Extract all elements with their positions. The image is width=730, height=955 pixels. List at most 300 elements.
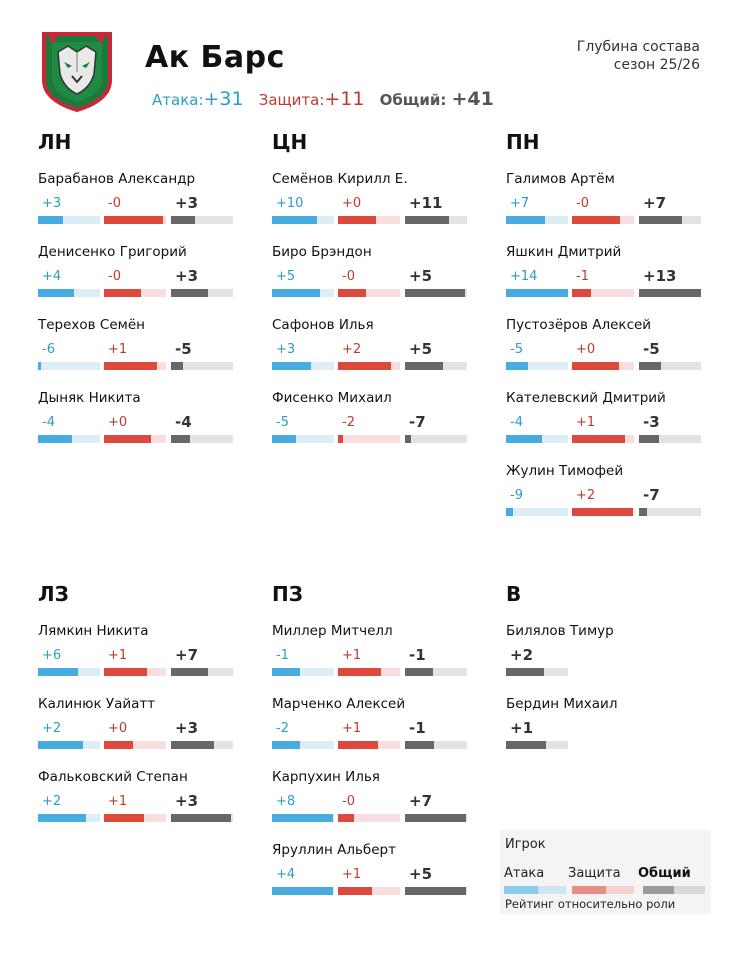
rating-atk-fill [38,435,72,443]
rating-tot-fill [405,887,466,895]
position-title: ЦН [272,130,308,154]
player-rating-bars [272,887,472,895]
rating-atk-fill [38,741,83,749]
rating-def-value: -1 [576,269,589,284]
rating-atk-value: -1 [276,648,289,663]
legend-defense-bar [572,886,634,894]
rating-tot-fill [506,741,546,749]
player-ratings [272,794,472,812]
rating-def-fill [572,435,625,443]
rating-atk-bar [38,741,100,749]
rating-atk-bar [38,668,100,676]
rating-tot-fill [405,435,411,443]
rating-def-fill [572,216,620,224]
rating-atk-bar [272,814,334,822]
rating-atk-fill [272,362,311,370]
position-c [272,130,472,462]
rating-atk-value: -4 [510,415,523,430]
rating-tot-value: -1 [409,646,426,664]
player-ratings [272,721,472,739]
legend-note: Рейтинг относительно роли [505,897,676,911]
legend-attack-label: Атака [504,866,545,881]
rating-tot-bar [639,508,701,516]
rating-tot-bar [171,814,233,822]
rating-tot-fill [405,741,434,749]
rating-tot-fill [405,289,465,297]
rating-def-fill [104,668,147,676]
rating-atk-fill [38,362,41,370]
rating-tot-fill [639,435,659,443]
player-ratings [506,488,706,506]
rating-tot-fill [639,508,647,516]
rating-atk-fill [38,668,78,676]
player-card [506,462,706,535]
rating-tot-bar [405,216,467,224]
player-name: Пустозёров Алексей [506,317,652,333]
rating-def-fill [338,887,372,895]
rating-def-bar [572,289,634,297]
rating-tot-bar [405,668,467,676]
rating-def-fill [104,435,151,443]
player-card [38,389,238,462]
player-rating-bars [506,216,706,224]
rating-tot-bar [506,741,568,749]
rating-def-fill [572,362,619,370]
player-ratings [272,269,472,287]
rating-def-bar [572,435,634,443]
rating-atk-fill [38,814,86,822]
player-name: Лямкин Никита [38,623,149,639]
player-name: Галимов Артём [506,171,615,187]
team-logo [40,28,114,112]
rating-atk-value: -5 [276,415,289,430]
summary-attack-label: Атака: [152,91,204,109]
player-ratings [506,269,706,287]
rating-atk-value: -4 [42,415,55,430]
player-card [506,622,706,695]
player-card [272,316,472,389]
rating-tot-bar [639,435,701,443]
rating-def-fill [104,216,163,224]
rating-def-bar [104,216,166,224]
rating-tot-value: +3 [175,719,199,737]
rating-tot-bar [171,362,233,370]
rating-tot-fill [405,668,433,676]
rating-tot-fill [171,741,214,749]
player-ratings [38,342,238,360]
rating-def-bar [338,435,400,443]
player-ratings [506,196,706,214]
summary-defense-value: +11 [324,88,365,110]
rating-tot-bar [405,362,467,370]
rating-def-value: +0 [108,721,128,736]
player-rating-bars [38,289,238,297]
rating-tot-value: -1 [409,719,426,737]
rating-tot-fill [171,668,208,676]
rating-tot-value: -7 [643,486,660,504]
rating-tot-bar [171,216,233,224]
rating-atk-bar [272,741,334,749]
player-ratings [38,794,238,812]
rating-atk-fill [38,216,63,224]
rating-atk-fill [506,216,545,224]
position-ld [38,582,238,841]
rating-def-value: +1 [108,342,128,357]
rating-def-bar [338,814,400,822]
player-ratings [272,342,472,360]
player-rating-bars [38,362,238,370]
rating-def-value: +0 [342,196,362,211]
player-card [506,243,706,316]
rating-def-value: +0 [108,415,128,430]
position-rw [506,130,706,535]
rating-atk-value: +2 [42,721,62,736]
rating-tot-bar [405,289,467,297]
rating-tot-value: +3 [175,194,199,212]
rating-atk-bar [506,216,568,224]
rating-tot-value: -7 [409,413,426,431]
rating-def-value: -0 [108,269,121,284]
rating-tot-fill [171,814,231,822]
season-label: сезон 25/26 [613,57,700,73]
rating-def-fill [104,289,141,297]
rating-atk-value: +4 [42,269,62,284]
player-name: Дыняк Никита [38,390,141,406]
rating-tot-value: +13 [643,267,677,285]
rating-atk-fill [272,216,317,224]
rating-tot-value: -4 [175,413,192,431]
rating-tot-value: +5 [409,865,433,883]
player-rating-bars [506,741,706,749]
rating-atk-value: -2 [276,721,289,736]
player-rating-bars [38,216,238,224]
rating-atk-value: +3 [276,342,296,357]
rating-atk-value: -6 [42,342,55,357]
team-name: Ак Барс [145,40,285,75]
rating-atk-bar [272,887,334,895]
rating-atk-bar [38,362,100,370]
rating-def-bar [572,216,634,224]
team-summary [152,88,504,110]
rating-atk-bar [506,435,568,443]
rating-atk-bar [506,508,568,516]
rating-tot-value: +7 [409,792,433,810]
rating-tot-bar [405,741,467,749]
rating-atk-value: +10 [276,196,304,211]
player-card [272,841,472,914]
rating-atk-bar [272,362,334,370]
rating-tot-fill [639,362,661,370]
rating-def-bar [338,668,400,676]
player-rating-bars [272,814,472,822]
rating-def-value: +1 [342,721,362,736]
rating-atk-fill [506,435,542,443]
player-card [506,170,706,243]
rating-def-fill [338,435,343,443]
player-card [38,622,238,695]
rating-atk-bar [272,435,334,443]
rating-def-bar [338,362,400,370]
player-name: Карпухин Илья [272,769,380,785]
rating-atk-value: -5 [510,342,523,357]
summary-overall-label: Общий: [379,91,447,109]
rating-def-value: -0 [342,269,355,284]
rating-def-bar [338,887,400,895]
rating-def-value: +0 [576,342,596,357]
rating-atk-value: -9 [510,488,523,503]
rating-tot-value: +7 [643,194,667,212]
rating-def-value: -2 [342,415,355,430]
rating-def-fill [338,814,354,822]
player-ratings [38,196,238,214]
rating-def-bar [104,289,166,297]
rating-def-bar [572,508,634,516]
rating-tot-fill [405,216,449,224]
rating-tot-bar [639,216,701,224]
player-ratings [506,648,706,666]
rating-def-fill [572,289,591,297]
player-card [272,768,472,841]
rating-tot-bar [171,435,233,443]
rating-tot-value: -5 [175,340,192,358]
player-rating-bars [272,741,472,749]
player-rating-bars [506,668,706,676]
rating-tot-value: +5 [409,267,433,285]
player-rating-bars [272,289,472,297]
rating-tot-bar [171,668,233,676]
player-name: Кателевский Дмитрий [506,390,666,406]
position-title: ПЗ [272,582,303,606]
player-rating-bars [272,435,472,443]
rating-def-bar [104,362,166,370]
rating-tot-value: -5 [643,340,660,358]
rating-atk-bar [38,814,100,822]
player-name: Барабанов Александр [38,171,196,187]
rating-tot-value: +5 [409,340,433,358]
rating-atk-bar [272,289,334,297]
rating-def-bar [338,741,400,749]
legend-defense-label: Защита [568,866,621,881]
rating-atk-value: +3 [42,196,62,211]
rating-atk-fill [272,741,300,749]
player-name: Биро Брэндон [272,244,372,260]
player-card [38,768,238,841]
rating-tot-value: +11 [409,194,443,212]
player-name: Миллер Митчелл [272,623,393,639]
player-rating-bars [38,814,238,822]
rating-atk-fill [506,289,568,297]
rating-def-fill [338,741,378,749]
legend-attack-bar [504,886,566,894]
player-card [506,316,706,389]
player-name: Сафонов Илья [272,317,374,333]
position-rd [272,582,472,914]
rating-def-fill [338,216,376,224]
rating-def-value: +1 [342,867,362,882]
rating-def-value: +2 [342,342,362,357]
rating-tot-value: -3 [643,413,660,431]
rating-atk-fill [506,362,528,370]
rating-tot-bar [639,289,701,297]
player-card [272,622,472,695]
rating-atk-fill [272,668,300,676]
position-title: ЛН [38,130,72,154]
rating-def-fill [104,741,133,749]
player-card [38,170,238,243]
rating-def-bar [104,668,166,676]
player-rating-bars [38,741,238,749]
rating-tot-value: +2 [510,646,534,664]
rating-atk-value: +4 [276,867,296,882]
position-title: ЛЗ [38,582,69,606]
legend-player-label: Игрок [505,837,546,852]
rating-def-value: +1 [576,415,596,430]
rating-def-bar [572,362,634,370]
player-ratings [506,342,706,360]
player-rating-bars [272,668,472,676]
depth-chart-title [577,38,700,74]
rating-atk-fill [272,814,333,822]
player-ratings [272,867,472,885]
rating-tot-bar [405,814,467,822]
player-ratings [38,269,238,287]
player-name: Терехов Семён [38,317,145,333]
rating-atk-bar [272,668,334,676]
rating-atk-value: +8 [276,794,296,809]
rating-atk-value: +7 [510,196,530,211]
summary-defense-label: Защита: [258,91,325,109]
player-rating-bars [38,435,238,443]
player-name: Фисенко Михаил [272,390,392,406]
rating-tot-fill [639,289,701,297]
player-card [506,389,706,462]
player-name: Марченко Алексей [272,696,406,712]
rating-def-fill [338,362,391,370]
rating-atk-value: +5 [276,269,296,284]
player-ratings [272,415,472,433]
rating-def-bar [104,741,166,749]
player-card [272,695,472,768]
player-card [272,243,472,316]
player-name: Калинюк Уайатт [38,696,156,712]
rating-def-bar [338,216,400,224]
player-rating-bars [38,668,238,676]
rating-def-value: -0 [576,196,589,211]
position-title: ПН [506,130,540,154]
depth-title: Глубина состава [576,39,700,55]
rating-atk-bar [38,216,100,224]
rating-tot-fill [171,289,208,297]
player-ratings [38,721,238,739]
player-card [272,170,472,243]
rating-atk-value: +14 [510,269,538,284]
rating-def-fill [338,289,366,297]
position-lw [38,130,238,462]
rating-tot-fill [506,668,544,676]
rating-tot-bar [506,668,568,676]
rating-atk-bar [38,289,100,297]
player-rating-bars [506,435,706,443]
rating-tot-bar [171,741,233,749]
rating-atk-bar [272,216,334,224]
summary-overall-value: +41 [451,88,494,110]
player-rating-bars [272,216,472,224]
rating-tot-value: +1 [510,719,534,737]
rating-tot-value: +7 [175,646,199,664]
player-rating-bars [506,362,706,370]
player-card [506,695,706,768]
rating-def-fill [104,362,157,370]
rating-def-value: -0 [342,794,355,809]
player-ratings [506,415,706,433]
player-name: Билялов Тимур [506,623,614,639]
player-rating-bars [506,508,706,516]
rating-def-fill [104,814,144,822]
player-ratings [506,721,706,739]
rating-atk-bar [506,289,568,297]
rating-def-fill [338,668,381,676]
rating-atk-fill [272,289,320,297]
rating-atk-fill [506,508,513,516]
rating-tot-fill [171,216,195,224]
player-name: Яруллин Альберт [272,842,396,858]
position-title: В [506,582,522,606]
rating-atk-fill [272,887,333,895]
rating-def-bar [104,814,166,822]
rating-def-bar [338,289,400,297]
rating-atk-fill [272,435,296,443]
player-name: Денисенко Григорий [38,244,187,260]
player-card [38,243,238,316]
rating-def-value: -0 [108,196,121,211]
player-card [272,389,472,462]
player-ratings [272,648,472,666]
player-name: Семёнов Кирилл Е. [272,171,408,187]
rating-def-fill [572,508,633,516]
ak-bars-logo-icon [40,28,114,112]
rating-atk-value: +2 [42,794,62,809]
legend-overall-bar [643,886,705,894]
rating-atk-bar [38,435,100,443]
rating-tot-value: +3 [175,267,199,285]
rating-tot-bar [639,362,701,370]
rating-atk-fill [38,289,74,297]
rating-tot-fill [405,814,466,822]
player-ratings [272,196,472,214]
rating-def-value: +1 [108,794,128,809]
rating-tot-bar [171,289,233,297]
rating-atk-value: +6 [42,648,62,663]
player-ratings [38,648,238,666]
rating-def-value: +1 [342,648,362,663]
rating-def-bar [104,435,166,443]
player-rating-bars [272,362,472,370]
player-name: Фальковский Степан [38,769,188,785]
rating-tot-bar [405,887,467,895]
player-name: Жулин Тимофей [506,463,624,479]
player-ratings [38,415,238,433]
player-card [38,316,238,389]
legend-overall-label: Общий [638,866,691,881]
player-card [38,695,238,768]
rating-tot-value: +3 [175,792,199,810]
player-name: Яшкин Дмитрий [506,244,622,260]
player-rating-bars [506,289,706,297]
rating-tot-fill [171,362,183,370]
player-name: Бердин Михаил [506,696,618,712]
rating-tot-fill [171,435,190,443]
position-g [506,582,706,768]
